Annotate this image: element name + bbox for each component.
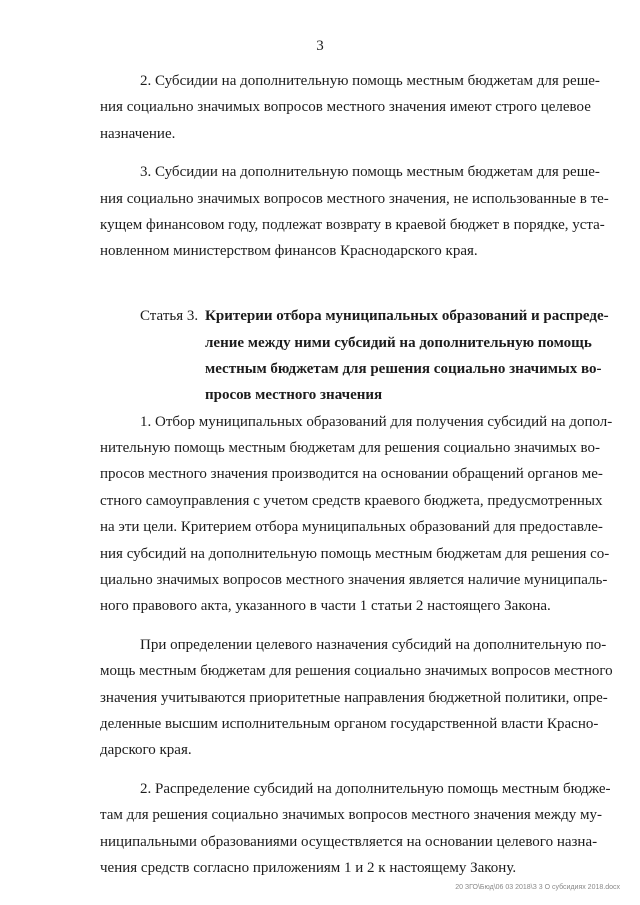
file-path-footer: 20 ЗГО\Бюд\06 03 2018\З 3 О субсидиях 2018.docx <box>455 884 620 891</box>
text-line: ного правового акта, указанного в части 1 статьи 2 настоящего Закона. <box>100 598 551 615</box>
text-line: на эти цели. Критерием отбора муниципальных образований для предоставле- <box>100 519 603 536</box>
article-label: Статья 3. <box>140 308 199 325</box>
article-paragraph-1b <box>100 632 622 764</box>
article-paragraph-1 <box>100 409 622 620</box>
text-line: ния субсидий на дополнительную помощь местным бюджетам для решения со- <box>100 545 610 562</box>
text-line: 2. Субсидии на дополнительную помощь местным бюджетам для реше- <box>140 73 600 89</box>
text-line: новленном министерством финансов Краснодарского края. <box>100 243 478 260</box>
page-number: 3 <box>316 38 324 54</box>
text-line: циально значимых вопросов местного значения является наличие муниципаль- <box>100 572 608 589</box>
text-line: деленные высшим исполнительным органом государственной власти Красно- <box>100 715 599 732</box>
text-line: 2. Распределение субсидий на дополнительную помощь местным бюдже- <box>140 780 611 797</box>
document-body <box>100 68 622 881</box>
text-line: дарского края. <box>100 742 192 759</box>
text-line: просов местного значения производится на основании обращений органов ме- <box>100 466 603 483</box>
article-heading <box>100 303 622 409</box>
text-line: ния социально значимых вопросов местного значения имеют строго целевое <box>100 99 591 116</box>
text-line: 1. Отбор муниципальных образований для получения субсидий на допол- <box>140 413 613 430</box>
text-line: ниципальными образованиями осуществляется на основании целевого назна- <box>100 833 598 850</box>
paragraph-2 <box>100 68 622 147</box>
text-line: назначение. <box>100 125 176 142</box>
title-line: ление между ними субсидий на дополнительную помощь <box>205 334 592 351</box>
text-line: чения средств согласно приложениям 1 и 2 к настоящему Закону. <box>100 859 517 876</box>
text-line: 3. Субсидии на дополнительную помощь местным бюджетам для реше- <box>140 164 600 181</box>
text-line: стного самоуправления с учетом средств краевого бюджета, предусмотренных <box>100 492 603 509</box>
title-line: просов местного значения <box>205 387 383 404</box>
title-line: Критерии отбора муниципальных образований и распреде- <box>205 308 609 325</box>
text-line: ния социально значимых вопросов местного значения, не использованные в те- <box>100 190 609 207</box>
title-line: местным бюджетам для решения социально значимых во- <box>205 360 602 377</box>
text-line: значения учитываются приоритетные направления бюджетной политики, опре- <box>100 689 608 706</box>
text-line: мощь местным бюджетам для решения социально значимых вопросов местного <box>100 663 613 680</box>
text-line: При определении целевого назначения субсидий на дополнительную по- <box>140 636 607 653</box>
text-line: нительную помощь местным бюджетам для решения социально значимых во- <box>100 440 601 457</box>
paragraph-3 <box>100 159 622 265</box>
text-line: кущем финансовом году, подлежат возврату в краевой бюджет в порядке, уста- <box>100 216 605 233</box>
article-paragraph-2 <box>100 776 622 882</box>
article-title <box>205 303 609 409</box>
text-line: там для решения социально значимых вопросов местного значения между му- <box>100 807 602 824</box>
